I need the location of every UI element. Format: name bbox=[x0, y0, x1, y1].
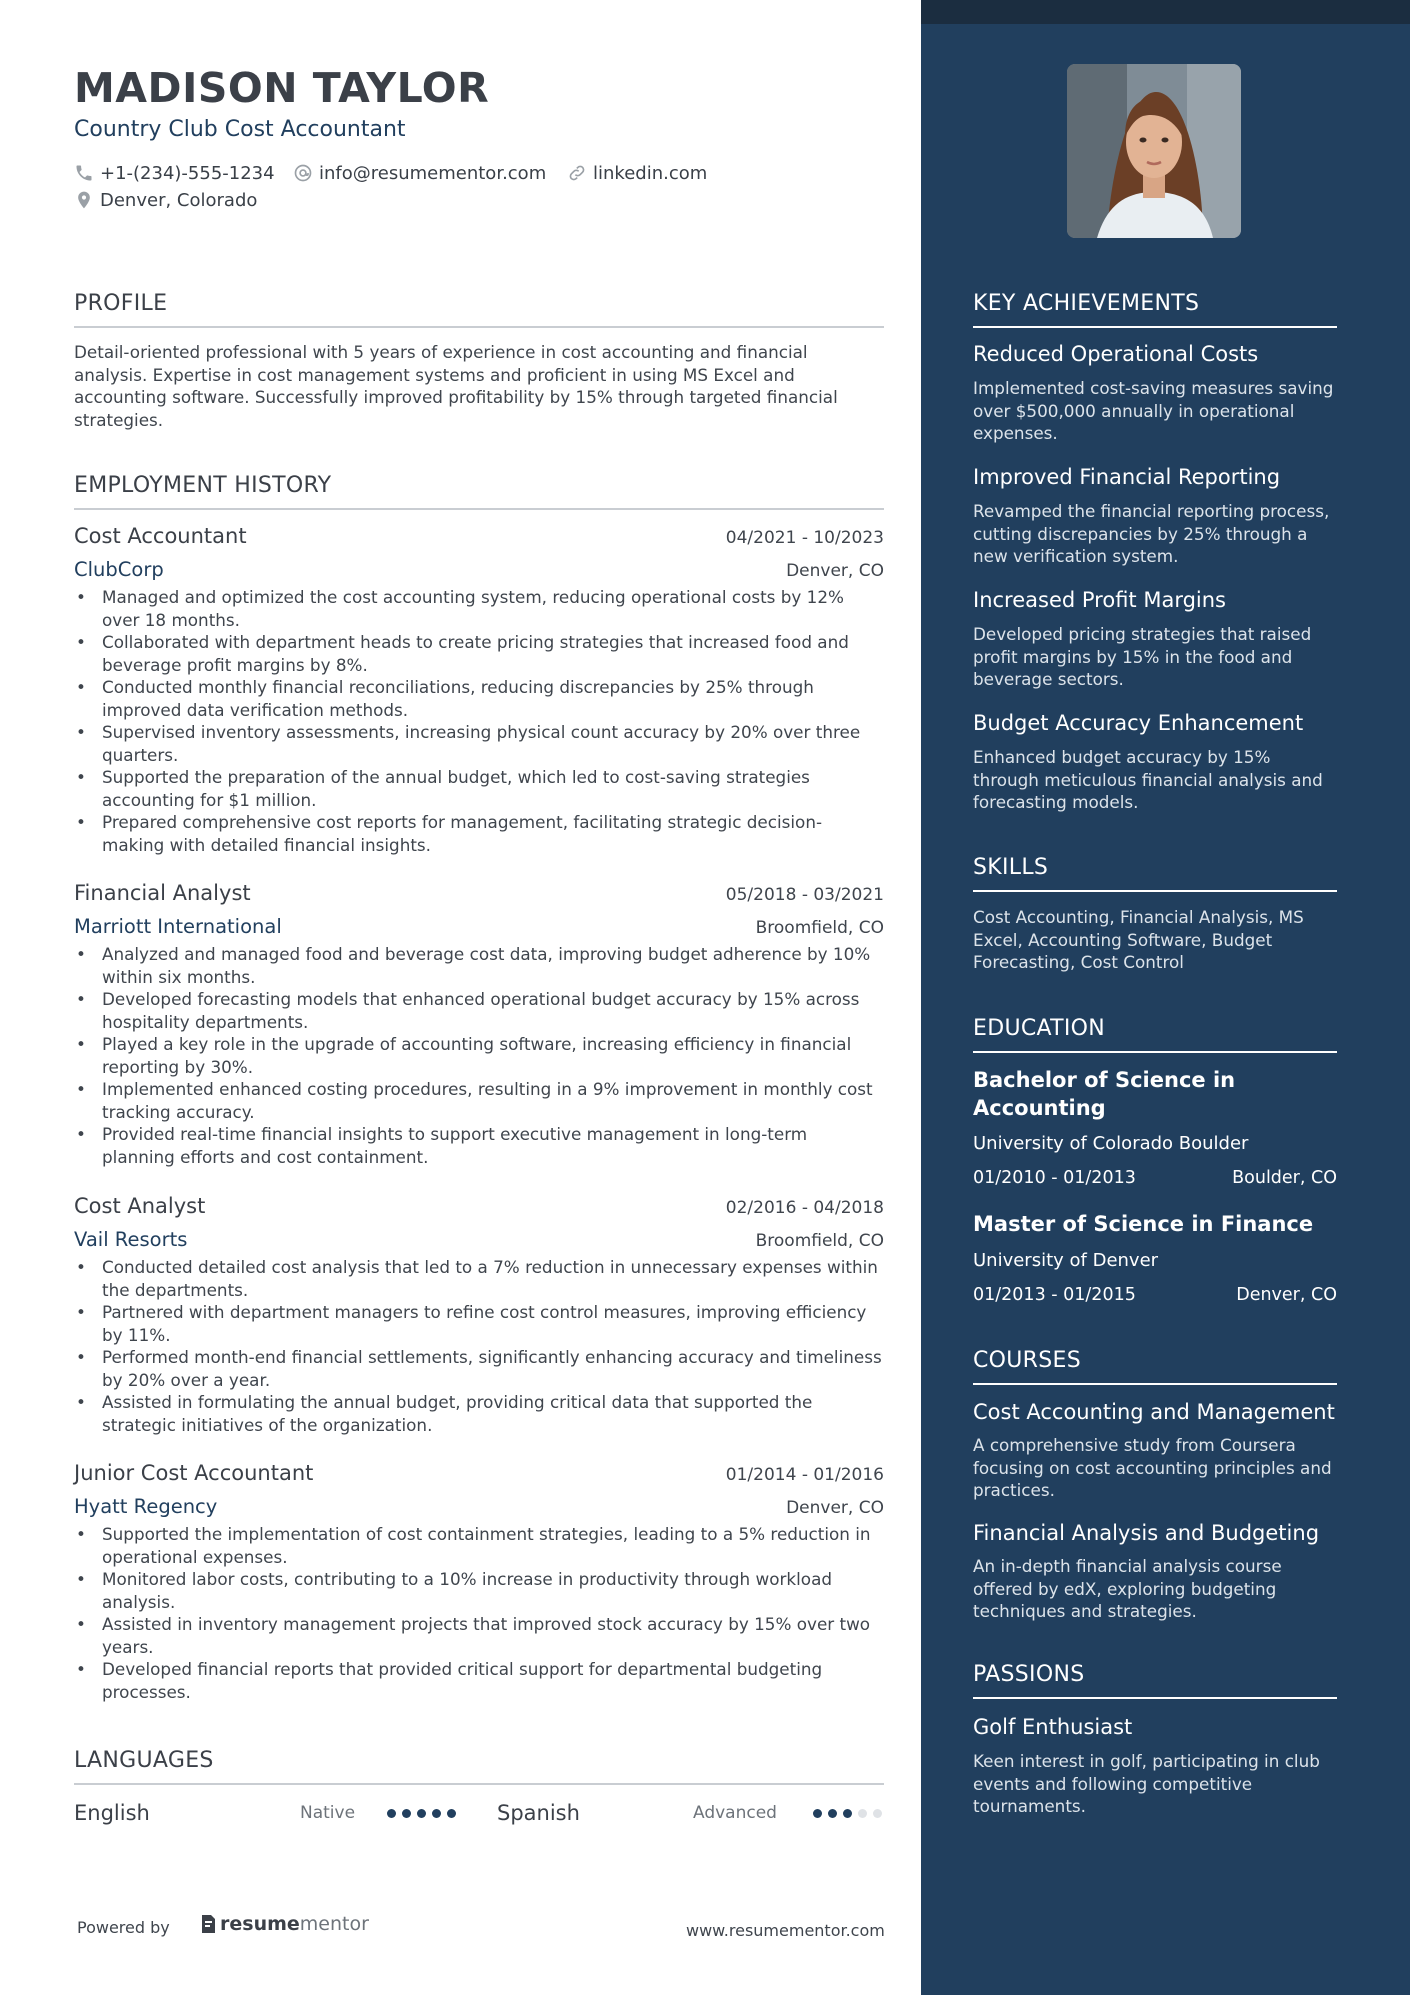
job-bullets bbox=[74, 1523, 884, 1703]
achievement-title: Budget Accuracy Enhancement bbox=[973, 711, 1304, 735]
job-dates: 05/2018 - 03/2021 bbox=[725, 885, 884, 905]
achievements-heading: KEY ACHIEVEMENTS bbox=[973, 291, 1337, 328]
bullet-item: • Analyzed and managed food and beverage cost data, improving budget adherence by 10% within six months. bbox=[74, 943, 884, 988]
job-position: Cost Accountant bbox=[74, 524, 247, 548]
job-dates: 01/2014 - 01/2016 bbox=[725, 1465, 884, 1485]
resumementor-logo[interactable] bbox=[199, 1913, 369, 1935]
education-location: Denver, CO bbox=[1236, 1285, 1337, 1305]
bullet-item: • Prepared comprehensive cost reports for management, facilitating strategic decision-making with detailed financial insights. bbox=[74, 811, 884, 856]
bullet-item: • Partnered with department managers to refine cost control measures, improving efficiency by 11%. bbox=[74, 1301, 884, 1346]
rating-dot bbox=[432, 1809, 441, 1818]
achievement-text: Revamped the financial reporting process, cutting discrepancies by 25% through a new verification system. bbox=[973, 501, 1330, 566]
language-rating bbox=[387, 1809, 456, 1818]
education-school: University of Colorado Boulder bbox=[973, 1133, 1249, 1154]
email-contact[interactable] bbox=[293, 161, 546, 185]
job-entry bbox=[74, 1461, 884, 1703]
skills-text: Cost Accounting, Financial Analysis, MS Excel, Accounting Software, Budget Forecasting, Cost Control bbox=[973, 907, 1304, 972]
course-title: Financial Analysis and Budgeting bbox=[973, 1521, 1320, 1545]
rating-dot bbox=[843, 1809, 852, 1818]
job-location: Broomfield, CO bbox=[755, 1231, 884, 1251]
languages-heading: LANGUAGES bbox=[74, 1748, 884, 1785]
passions-heading: PASSIONS bbox=[973, 1662, 1337, 1699]
bullet-item: • Provided real-time financial insights to support executive management in long-term planning efforts and cost containment. bbox=[74, 1123, 884, 1168]
job-dates: 04/2021 - 10/2023 bbox=[725, 528, 884, 548]
job-bullets bbox=[74, 586, 884, 856]
language-level: Advanced bbox=[693, 1803, 777, 1823]
bullet-item: • Developed forecasting models that enhanced operational budget accuracy by 15% across hospitality departments. bbox=[74, 988, 884, 1033]
bullet-item: • Managed and optimized the cost accounting system, reducing operational costs by 12% over 18 months. bbox=[74, 586, 884, 631]
job-entry bbox=[74, 881, 884, 1168]
passion-text: Keen interest in golf, participating in club events and following competitive tournaments. bbox=[973, 1751, 1320, 1816]
education-meta bbox=[973, 1168, 1337, 1188]
phone-text: +1-(234)-555-1234 bbox=[100, 162, 275, 184]
at-icon bbox=[293, 163, 313, 183]
bullet-item: • Implemented enhanced costing procedures, resulting in a 9% improvement in monthly cost tracking accuracy. bbox=[74, 1078, 884, 1123]
job-position: Cost Analyst bbox=[74, 1194, 206, 1218]
bullet-item: • Developed financial reports that provided critical support for departmental budgeting processes. bbox=[74, 1658, 884, 1703]
achievement-title: Reduced Operational Costs bbox=[973, 342, 1259, 366]
job-entry bbox=[74, 524, 884, 856]
employment-heading: EMPLOYMENT HISTORY bbox=[74, 473, 884, 510]
job-bullets bbox=[74, 1256, 884, 1436]
email-text: info@resumementor.com bbox=[319, 162, 547, 184]
achievement-title: Improved Financial Reporting bbox=[973, 465, 1281, 489]
bullet-item: • Played a key role in the upgrade of accounting software, increasing efficiency in financial reporting by 30%. bbox=[74, 1033, 884, 1078]
rating-dot bbox=[447, 1809, 456, 1818]
education-degree: Bachelor of Science in Accounting bbox=[973, 1068, 1236, 1120]
language-name: English bbox=[74, 1801, 150, 1825]
achievement-text: Implemented cost-saving measures saving over $500,000 annually in operational expenses. bbox=[973, 378, 1334, 443]
rating-dot bbox=[402, 1809, 411, 1818]
course-text: A comprehensive study from Coursera focusing on cost accounting principles and practices. bbox=[973, 1435, 1332, 1500]
language-level: Native bbox=[300, 1803, 356, 1823]
achievement-title: Increased Profit Margins bbox=[973, 588, 1226, 612]
rating-dot bbox=[858, 1809, 867, 1818]
logo-text-bold: resume bbox=[220, 1913, 300, 1935]
job-company: ClubCorp bbox=[74, 558, 164, 581]
bullet-item: • Supported the implementation of cost containment strategies, leading to a 5% reduction in operational expenses. bbox=[74, 1523, 884, 1568]
logo-mark-icon bbox=[199, 1913, 217, 1935]
profile-photo bbox=[1067, 64, 1241, 238]
profile-text: Detail-oriented professional with 5 years of experience in cost accounting and financial analysis. Expertise in cost management systems and proficient in using MS Excel and accounting software. Successfully improved profitability by 15% through targeted financial strategies. bbox=[74, 342, 838, 430]
language-rating bbox=[813, 1809, 882, 1818]
education-heading: EDUCATION bbox=[973, 1016, 1337, 1053]
phone-contact[interactable] bbox=[74, 161, 275, 185]
logo-text-light: mentor bbox=[299, 1913, 369, 1935]
sidebar-top-bar bbox=[921, 0, 1410, 24]
course-text: An in-depth financial analysis course offered by edX, exploring budgeting techniques and strategies. bbox=[973, 1556, 1282, 1621]
courses-heading: COURSES bbox=[973, 1348, 1337, 1385]
language-name: Spanish bbox=[497, 1801, 580, 1825]
education-degree: Master of Science in Finance bbox=[973, 1212, 1314, 1236]
job-position: Financial Analyst bbox=[74, 881, 251, 905]
language-spanish bbox=[497, 1798, 884, 1828]
job-title: Country Club Cost Accountant bbox=[74, 117, 406, 142]
bullet-item: • Supported the preparation of the annual budget, which led to cost-saving strategies accounting for $1 million. bbox=[74, 766, 884, 811]
job-position: Junior Cost Accountant bbox=[74, 1461, 314, 1485]
candidate-name: MADISON TAYLOR bbox=[74, 64, 490, 112]
location-text: Denver, Colorado bbox=[100, 189, 258, 211]
rating-dot bbox=[873, 1809, 882, 1818]
job-company: Vail Resorts bbox=[74, 1228, 188, 1251]
rating-dot bbox=[828, 1809, 837, 1818]
job-company: Hyatt Regency bbox=[74, 1495, 218, 1518]
language-english bbox=[74, 1798, 458, 1828]
job-location: Denver, CO bbox=[786, 561, 884, 581]
bullet-item: • Conducted monthly financial reconciliations, reducing discrepancies by 25% through improved data verification methods. bbox=[74, 676, 884, 721]
linkedin-text: linkedin.com bbox=[593, 162, 708, 184]
rating-dot bbox=[813, 1809, 822, 1818]
bullet-item: • Assisted in inventory management projects that improved stock accuracy by 15% over two years. bbox=[74, 1613, 884, 1658]
education-dates: 01/2010 - 01/2013 bbox=[973, 1168, 1136, 1188]
bullet-item: • Assisted in formulating the annual budget, providing critical data that supported the strategic initiatives of the organization. bbox=[74, 1391, 884, 1436]
job-company: Marriott International bbox=[74, 915, 282, 938]
achievement-text: Enhanced budget accuracy by 15% through meticulous financial analysis and forecasting models. bbox=[973, 747, 1323, 812]
phone-icon bbox=[74, 163, 94, 183]
job-bullets bbox=[74, 943, 884, 1168]
education-school: University of Denver bbox=[973, 1250, 1159, 1271]
linkedin-contact[interactable] bbox=[567, 161, 707, 185]
course-title: Cost Accounting and Management bbox=[973, 1400, 1335, 1424]
bullet-item: • Supervised inventory assessments, increasing physical count accuracy by 20% over three quarters. bbox=[74, 721, 884, 766]
job-dates: 02/2016 - 04/2018 bbox=[725, 1198, 884, 1218]
location-pin-icon bbox=[74, 190, 94, 210]
profile-heading: PROFILE bbox=[74, 291, 884, 328]
job-location: Denver, CO bbox=[786, 1498, 884, 1518]
job-entry bbox=[74, 1194, 884, 1436]
rating-dot bbox=[387, 1809, 396, 1818]
rating-dot bbox=[417, 1809, 426, 1818]
education-dates: 01/2013 - 01/2015 bbox=[973, 1285, 1136, 1305]
education-location: Boulder, CO bbox=[1232, 1168, 1337, 1188]
footer-url[interactable]: www.resumementor.com bbox=[686, 1921, 885, 1940]
skills-heading: SKILLS bbox=[973, 855, 1337, 892]
location-contact bbox=[74, 188, 257, 212]
bullet-item: • Conducted detailed cost analysis that led to a 7% reduction in unnecessary expenses within the departments. bbox=[74, 1256, 884, 1301]
education-meta bbox=[973, 1285, 1337, 1305]
bullet-item: • Collaborated with department heads to create pricing strategies that increased food and beverage profit margins by 8%. bbox=[74, 631, 884, 676]
passion-title: Golf Enthusiast bbox=[973, 1715, 1133, 1739]
bullet-item: • Performed month-end financial settlements, significantly enhancing accuracy and timeliness by 20% over a year. bbox=[74, 1346, 884, 1391]
link-icon bbox=[567, 163, 587, 183]
bullet-item: • Monitored labor costs, contributing to a 10% increase in productivity through workload analysis. bbox=[74, 1568, 884, 1613]
achievement-text: Developed pricing strategies that raised profit margins by 15% in the food and beverage sectors. bbox=[973, 624, 1312, 689]
powered-by-label: Powered by bbox=[77, 1918, 170, 1937]
job-location: Broomfield, CO bbox=[755, 918, 884, 938]
